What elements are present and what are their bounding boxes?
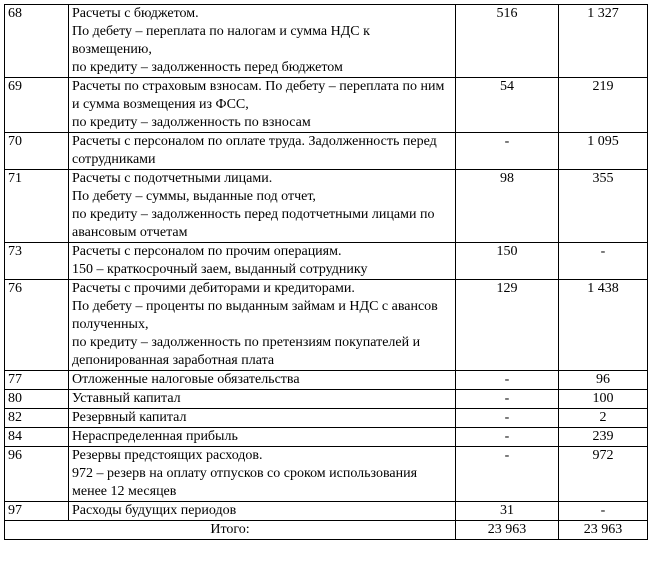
account-description xyxy=(69,133,456,170)
description-line: 150 – краткосрочный заем, выданный сотруднику xyxy=(72,262,368,277)
account-number: 96 xyxy=(5,447,69,502)
table-row xyxy=(5,502,648,521)
description-line: Расчеты с подотчетными лицами. xyxy=(72,171,273,186)
description-line: Расчеты с персоналом по прочим операциям. xyxy=(72,244,342,259)
table-row xyxy=(5,133,648,170)
table-row xyxy=(5,447,648,502)
credit-balance: 1 327 xyxy=(559,5,648,78)
account-description xyxy=(69,502,456,521)
credit-balance: 2 xyxy=(559,409,648,428)
table-row xyxy=(5,428,648,447)
description-line: по кредиту – задолженность перед бюджетом xyxy=(72,60,343,75)
description-line: Расходы будущих периодов xyxy=(72,503,237,518)
description-line: 972 – резерв на оплату отпусков со сроком использования менее 12 месяцев xyxy=(72,466,418,499)
credit-balance: 1 438 xyxy=(559,280,648,371)
balance-table-body xyxy=(5,5,648,540)
debit-balance: - xyxy=(456,409,559,428)
debit-balance: 150 xyxy=(456,243,559,280)
account-number: 97 xyxy=(5,502,69,521)
debit-balance: - xyxy=(456,428,559,447)
description-line: по кредиту – задолженность по взносам xyxy=(72,115,311,130)
table-row xyxy=(5,371,648,390)
account-number: 68 xyxy=(5,5,69,78)
credit-balance: 239 xyxy=(559,428,648,447)
credit-balance: - xyxy=(559,502,648,521)
table-row xyxy=(5,78,648,133)
account-number: 82 xyxy=(5,409,69,428)
account-description xyxy=(69,243,456,280)
account-number: 71 xyxy=(5,170,69,243)
table-row xyxy=(5,5,648,78)
account-number: 77 xyxy=(5,371,69,390)
description-line: По дебету – проценты по выданным займам и НДС с авансов полученных, xyxy=(72,299,438,332)
account-description xyxy=(69,280,456,371)
account-number: 69 xyxy=(5,78,69,133)
account-description xyxy=(69,78,456,133)
account-number: 84 xyxy=(5,428,69,447)
table-row xyxy=(5,280,648,371)
description-line: Резервы предстоящих расходов. xyxy=(72,448,263,463)
credit-balance: - xyxy=(559,243,648,280)
credit-balance: 100 xyxy=(559,390,648,409)
account-description xyxy=(69,447,456,502)
credit-balance: 1 095 xyxy=(559,133,648,170)
account-description xyxy=(69,409,456,428)
debit-balance: - xyxy=(456,390,559,409)
description-line: Расчеты с персоналом по оплате труда. Задолженность перед сотрудниками xyxy=(72,134,437,167)
debit-balance: - xyxy=(456,371,559,390)
account-number: 80 xyxy=(5,390,69,409)
description-line: Расчеты по страховым взносам. По дебету – переплата по ним и сумма возмещения из ФСС, xyxy=(72,79,445,112)
description-line: Отложенные налоговые обязательства xyxy=(72,372,300,387)
total-row xyxy=(5,521,648,540)
credit-balance: 972 xyxy=(559,447,648,502)
account-description xyxy=(69,390,456,409)
description-line: Уставный капитал xyxy=(72,391,181,406)
debit-balance: - xyxy=(456,447,559,502)
account-number: 76 xyxy=(5,280,69,371)
balance-table xyxy=(4,4,648,540)
total-credit: 23 963 xyxy=(559,521,648,540)
table-row xyxy=(5,170,648,243)
credit-balance: 355 xyxy=(559,170,648,243)
account-description xyxy=(69,5,456,78)
description-line: Резервный капитал xyxy=(72,410,187,425)
credit-balance: 219 xyxy=(559,78,648,133)
debit-balance: 98 xyxy=(456,170,559,243)
account-number: 73 xyxy=(5,243,69,280)
account-description xyxy=(69,371,456,390)
credit-balance: 96 xyxy=(559,371,648,390)
table-row xyxy=(5,390,648,409)
debit-balance: 516 xyxy=(456,5,559,78)
description-line: по кредиту – задолженность перед подотчетными лицами по авансовым отчетам xyxy=(72,207,435,240)
account-description xyxy=(69,170,456,243)
total-label: Итого: xyxy=(5,521,456,540)
description-line: Нераспределенная прибыль xyxy=(72,429,238,444)
description-line: Расчеты с бюджетом. xyxy=(72,6,199,21)
description-line: По дебету – суммы, выданные под отчет, xyxy=(72,189,316,204)
account-description xyxy=(69,428,456,447)
debit-balance: 129 xyxy=(456,280,559,371)
debit-balance: 31 xyxy=(456,502,559,521)
debit-balance: 54 xyxy=(456,78,559,133)
debit-balance: - xyxy=(456,133,559,170)
description-line: По дебету – переплата по налогам и сумма НДС к возмещению, xyxy=(72,24,370,57)
table-row xyxy=(5,409,648,428)
description-line: Расчеты с прочими дебиторами и кредиторами. xyxy=(72,281,355,296)
account-number: 70 xyxy=(5,133,69,170)
table-row xyxy=(5,243,648,280)
total-debit: 23 963 xyxy=(456,521,559,540)
description-line: по кредиту – задолженность по претензиям покупателей и депонированная заработная плата xyxy=(72,335,421,368)
